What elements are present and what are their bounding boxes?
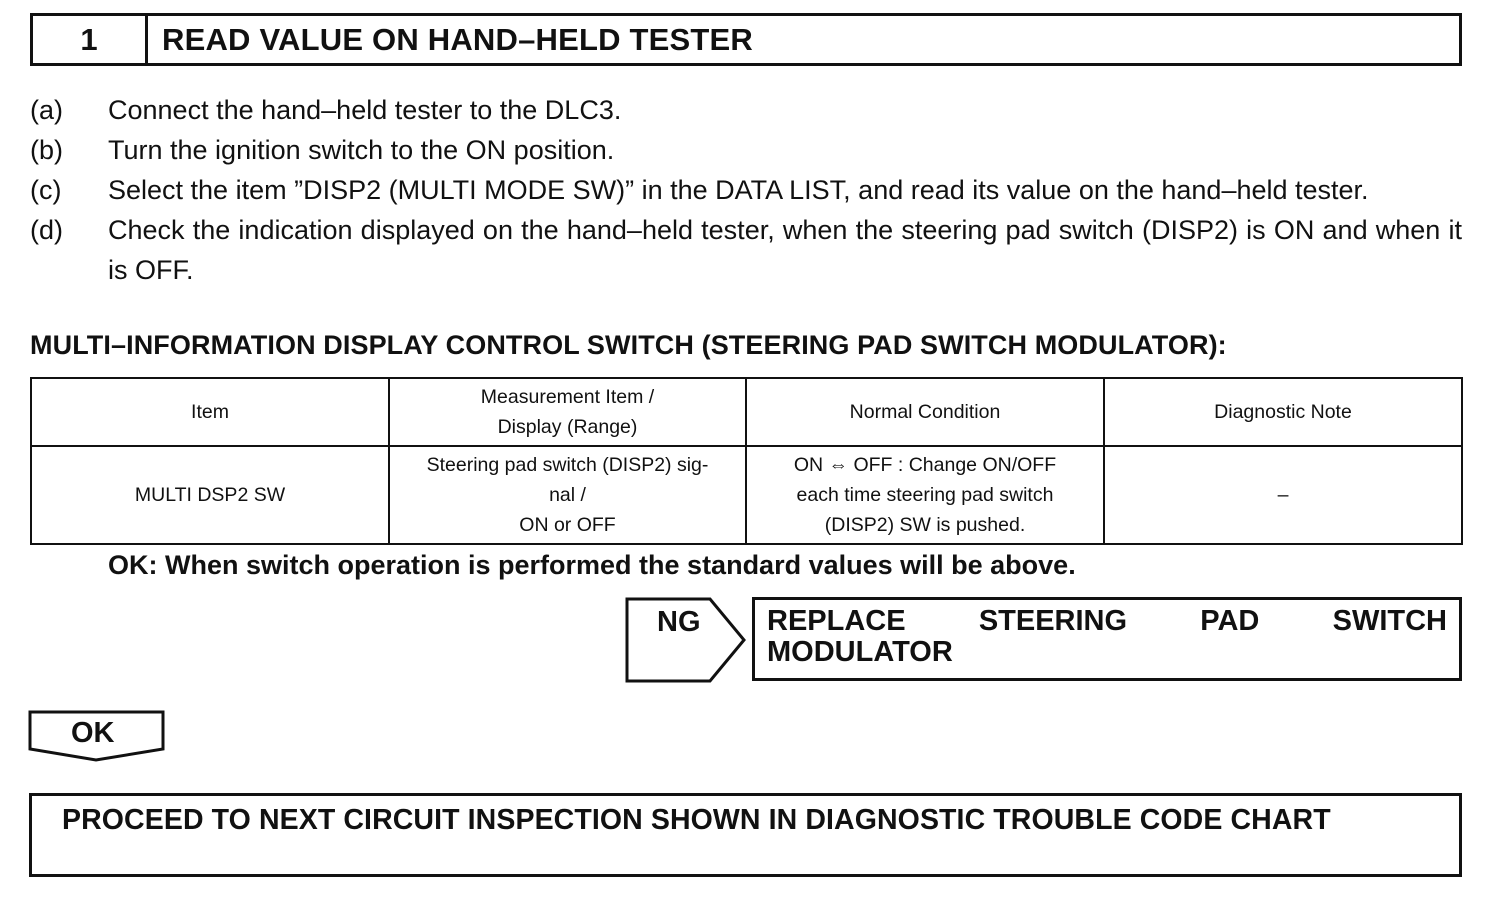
list-item [30,210,1462,290]
cell-item: MULTI DSP2 SW [31,446,389,544]
table-row [31,446,1462,544]
ok-criteria: OK: When switch operation is performed the standard values will be above. [108,550,1076,580]
table-header-row [31,378,1462,446]
ng-result-line2: MODULATOR [767,636,953,668]
cell-normal-line3: (DISP2) SW is pushed. [824,514,1026,536]
header-measurement-line2: Display (Range) [497,416,638,438]
step-number: 1 [33,16,148,63]
header-measurement [389,378,746,446]
step-text: Turn the ignition switch to the ON position. [108,135,615,165]
step-letter: (b) [30,135,63,165]
cell-normal-condition [746,446,1104,544]
cell-measurement [389,446,746,544]
ng-word: STEERING [978,605,1128,637]
cell-measurement-line3: ON or OFF [519,514,616,536]
list-item [30,90,1462,130]
cell-diagnostic-note: – [1104,446,1462,544]
list-item [30,130,1462,170]
list-item [30,170,1462,210]
ng-result-box [752,597,1462,681]
ok-label: OK [71,717,115,749]
step-text: Connect the hand–held tester to the DLC3. [108,95,622,125]
ng-result-line1 [767,606,1447,637]
step-header [30,13,1462,66]
step-letter: (c) [30,175,62,205]
ng-word: SWITCH [1332,605,1447,637]
header-normal-condition: Normal Condition [746,378,1104,446]
cell-normal-line1: ON ⇔ OFF : Change ON/OFF [793,454,1057,476]
step-letter: (d) [30,215,63,245]
cell-measurement-line1: Steering pad switch (DISP2) sig- [426,454,709,476]
step-title: READ VALUE ON HAND–HELD TESTER [162,21,754,57]
table-title: MULTI–INFORMATION DISPLAY CONTROL SWITCH (STEERING PAD SWITCH MODULATOR): [30,330,1227,360]
data-list-table [30,377,1463,545]
cell-measurement-line2: nal / [549,484,586,506]
header-measurement-line1: Measurement Item / [480,386,655,408]
final-step-box: PROCEED TO NEXT CIRCUIT INSPECTION SHOWN IN DIAGNOSTIC TROUBLE CODE CHART [29,793,1462,877]
ng-word: PAD [1200,605,1260,637]
step-text: Select the item ”DISP2 (MULTI MODE SW)” in the DATA LIST, and read its value on the hand–held tester. [108,175,1369,205]
header-item: Item [31,378,389,446]
ng-label: NG [657,606,701,638]
ng-word: REPLACE [767,605,906,637]
cell-normal-line2: each time steering pad switch [796,484,1054,506]
step-text: Check the indication displayed on the hand–held tester, when the steering pad switch (DISP2) is ON and when it is OFF. [108,215,1462,285]
step-letter: (a) [30,95,63,125]
step-list [30,90,1462,290]
header-diagnostic-note: Diagnostic Note [1104,378,1462,446]
